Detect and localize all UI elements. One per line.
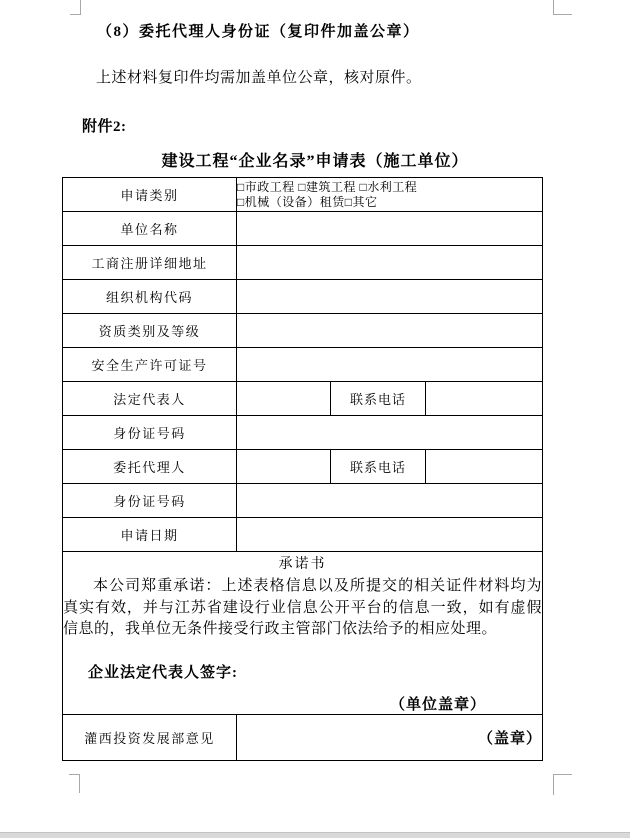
row-commitment <box>63 552 543 715</box>
agent-phone-label: 联系电话 <box>331 450 426 484</box>
unit-name-value-cell <box>237 212 543 246</box>
legal-rep-label: 法定代表人 <box>63 382 237 416</box>
category-label: 申请类别 <box>63 178 237 212</box>
crop-mark-top-left-icon <box>70 0 81 15</box>
unit-seal-label: （单位盖章） <box>390 696 487 713</box>
qualification-value-cell <box>237 314 543 348</box>
agent-value-cell <box>237 450 331 484</box>
row-unit-name <box>63 212 543 246</box>
row-org-code <box>63 280 543 314</box>
org-code-value-cell <box>237 280 543 314</box>
address-value-cell <box>237 246 543 280</box>
category-options-line2: □机械（设备）租赁□其它 <box>237 194 378 209</box>
row-date <box>63 518 543 552</box>
opinion-label: 灌西投资发展部意见 <box>63 714 237 760</box>
commitment-body: 本公司郑重承诺：上述表格信息以及所提交的相关证件材料均为真实有效，并与江苏省建设行业信息公开平台的信息一致，如有虚假信息的，我单位无条件接受行政主管部门依法给予的相应处理。 <box>63 578 543 637</box>
materials-note: 上述材料复印件均需加盖单位公章，核对原件。 <box>96 70 422 86</box>
crop-mark-top-right-icon <box>553 0 572 15</box>
row-safety-license <box>63 348 543 382</box>
crop-mark-bottom-right-icon <box>553 774 572 795</box>
legal-rep-id-label: 身份证号码 <box>63 416 237 450</box>
row-agent-id <box>63 484 543 518</box>
category-options-cell <box>237 178 543 212</box>
address-label: 工商注册详细地址 <box>63 246 237 280</box>
row-qualification <box>63 314 543 348</box>
commitment-title: 承诺书 <box>278 557 327 572</box>
legal-rep-phone-label: 联系电话 <box>331 382 426 416</box>
form-title: 建设工程“企业名录”申请表（施工单位） <box>161 153 469 170</box>
row-legal-rep-id <box>63 416 543 450</box>
unit-name-label: 单位名称 <box>63 212 237 246</box>
safety-license-value-cell <box>237 348 543 382</box>
agent-label: 委托代理人 <box>63 450 237 484</box>
agent-id-label: 身份证号码 <box>63 484 237 518</box>
date-label: 申请日期 <box>63 518 237 552</box>
safety-license-label: 安全生产许可证号 <box>63 348 237 382</box>
row-category <box>63 178 543 212</box>
legal-rep-phone-value-cell <box>426 382 543 416</box>
attachment-label: 附件2: <box>82 119 127 135</box>
opinion-seal-cell: （盖章） <box>237 714 543 760</box>
legal-rep-signature-label: 企业法定代表人签字: <box>88 664 238 681</box>
row-agent <box>63 450 543 484</box>
legal-rep-value-cell <box>237 382 331 416</box>
category-options-line1: □市政工程 □建筑工程 □水利工程 <box>237 179 418 194</box>
qualification-label: 资质类别及等级 <box>63 314 237 348</box>
row-address <box>63 246 543 280</box>
row-opinion <box>63 714 543 760</box>
crop-mark-bottom-left-icon <box>69 774 80 793</box>
list-item-8: （8）委托代理人身份证（复印件加盖公章） <box>97 24 420 40</box>
row-legal-rep <box>63 382 543 416</box>
commitment-cell <box>63 552 543 715</box>
agent-phone-value-cell <box>426 450 543 484</box>
agent-id-value-cell <box>237 484 543 518</box>
page-edge-strip <box>0 832 630 838</box>
application-form-table <box>62 177 543 761</box>
date-value-cell <box>237 518 543 552</box>
legal-rep-id-value-cell <box>237 416 543 450</box>
org-code-label: 组织机构代码 <box>63 280 237 314</box>
